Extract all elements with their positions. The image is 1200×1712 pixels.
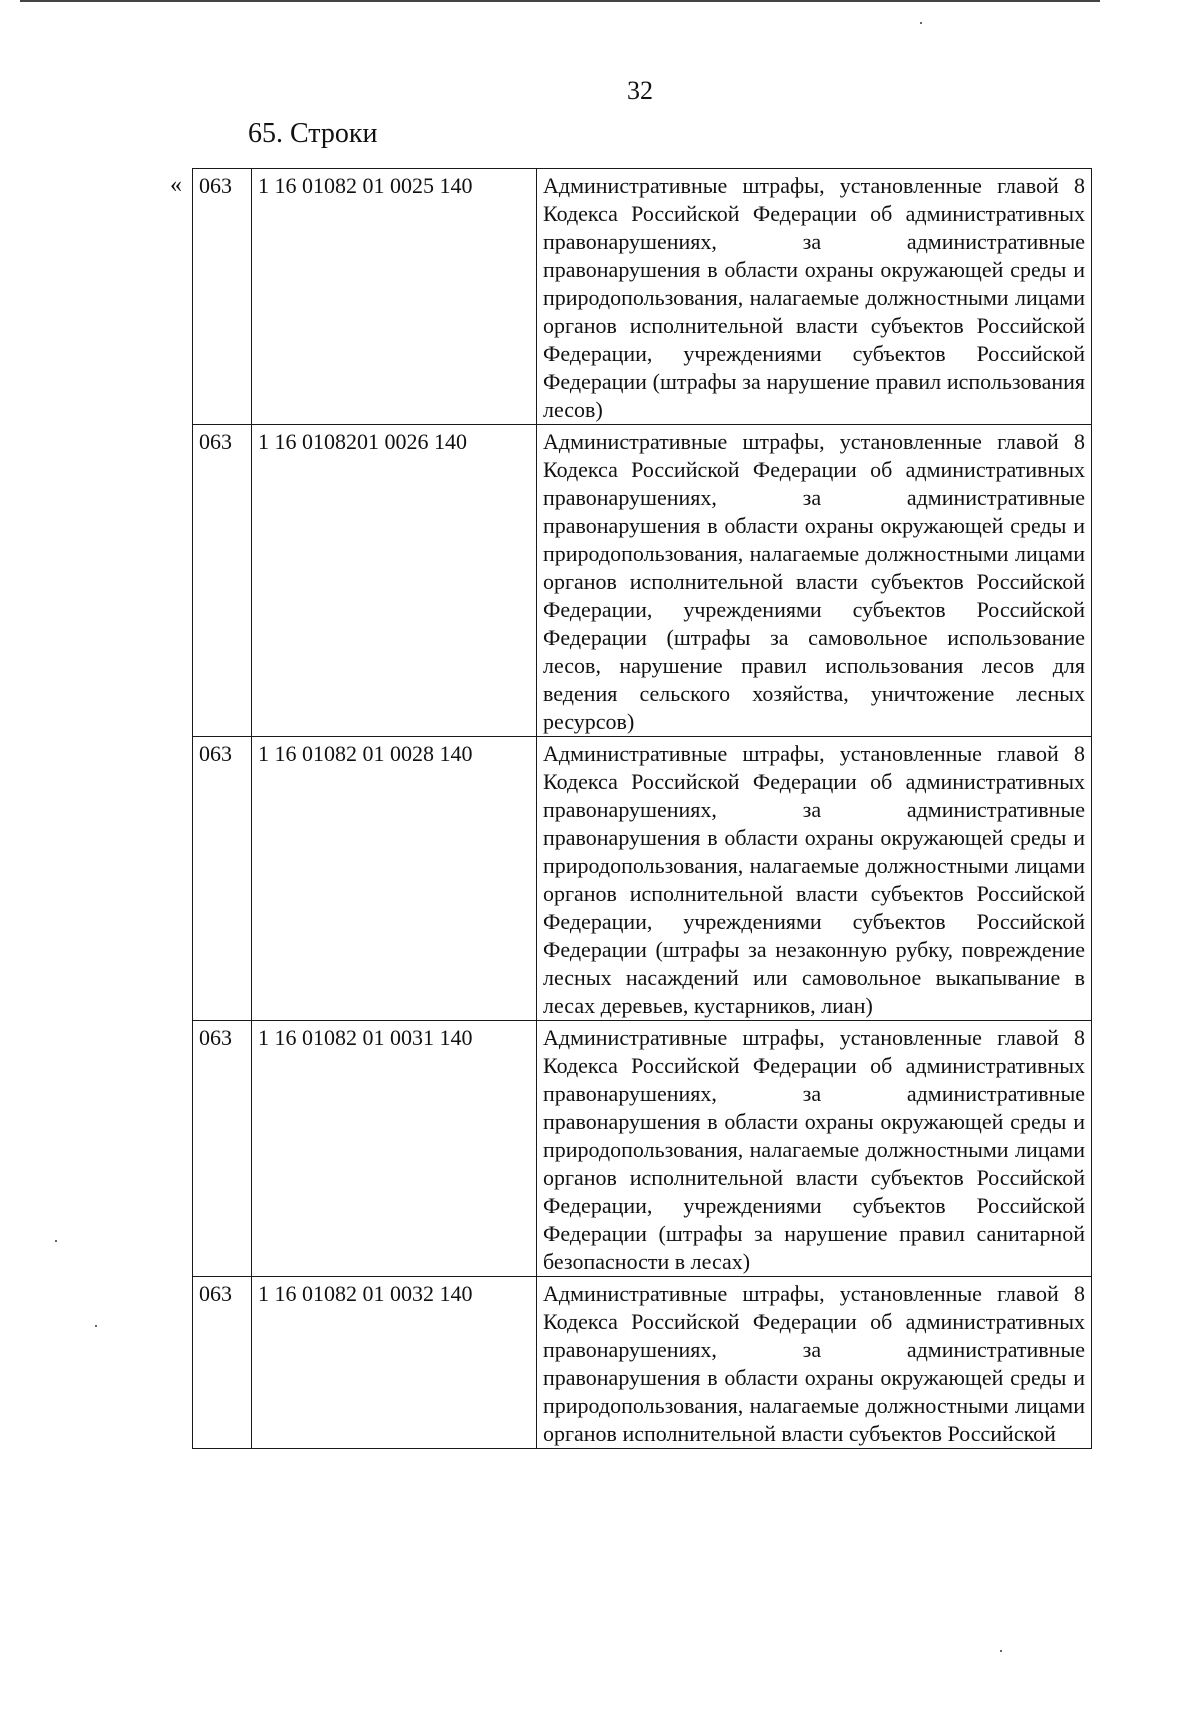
opening-quote-mark: « <box>170 172 182 198</box>
budget-classification-code-cell: 1 16 01082 01 0025 140 <box>252 169 537 425</box>
page-number: 32 <box>627 76 653 105</box>
description-cell: Административные штрафы, установленные главой 8 Кодекса Российской Федерации об административных правонарушениях, за административные правонарушения в области охраны окружающей среды и природопользования, налагаемые должностными лицами органов исполнительной власти субъектов Российской Федерации, учреждениями субъектов Российской Федерации (штрафы за нарушение правил использования лесов) <box>537 169 1092 425</box>
description-cell: Административные штрафы, установленные главой 8 Кодекса Российской Федерации об административных правонарушениях, за административные правонарушения в области охраны окружающей среды и природопользования, налагаемые должностными лицами органов исполнительной власти субъектов Российской Федерации, учреждениями субъектов Российской Федерации (штрафы за незаконную рубку, повреждение лесных насаждений или самовольное выкапывание в лесах деревьев, кустарников, лиан) <box>537 737 1092 1021</box>
budget-classification-code-cell: 1 16 0108201 0026 140 <box>252 425 537 737</box>
table-row <box>193 425 1092 737</box>
budget-codes-table <box>192 168 1092 1449</box>
table-row <box>193 1021 1092 1277</box>
scan-speck <box>920 22 922 24</box>
budget-classification-code-cell: 1 16 01082 01 0028 140 <box>252 737 537 1021</box>
admin-code-cell: 063 <box>193 1277 252 1449</box>
description-cell: Административные штрафы, установленные главой 8 Кодекса Российской Федерации об административных правонарушениях, за административные правонарушения в области охраны окружающей среды и природопользования, налагаемые должностными лицами органов исполнительной власти субъектов Российской <box>537 1277 1092 1449</box>
scan-speck <box>1000 1650 1002 1652</box>
table-row <box>193 737 1092 1021</box>
table-row <box>193 169 1092 425</box>
description-cell: Административные штрафы, установленные главой 8 Кодекса Российской Федерации об административных правонарушениях, за административные правонарушения в области охраны окружающей среды и природопользования, налагаемые должностными лицами органов исполнительной власти субъектов Российской Федерации, учреждениями субъектов Российской Федерации (штрафы за нарушение правил санитарной безопасности в лесах) <box>537 1021 1092 1277</box>
scan-speck <box>95 1325 97 1327</box>
budget-classification-code-cell: 1 16 01082 01 0031 140 <box>252 1021 537 1277</box>
admin-code-cell: 063 <box>193 169 252 425</box>
admin-code-cell: 063 <box>193 425 252 737</box>
table-row <box>193 1277 1092 1449</box>
description-cell: Административные штрафы, установленные главой 8 Кодекса Российской Федерации об административных правонарушениях, за административные правонарушения в области охраны окружающей среды и природопользования, налагаемые должностными лицами органов исполнительной власти субъектов Российской Федерации, учреждениями субъектов Российской Федерации (штрафы за самовольное использование лесов, нарушение правил использования лесов для ведения сельского хозяйства, уничтожение лесных ресурсов) <box>537 425 1092 737</box>
budget-classification-code-cell: 1 16 01082 01 0032 140 <box>252 1277 537 1449</box>
section-heading: 65. Строки <box>248 118 378 149</box>
scan-speck <box>55 1240 57 1242</box>
admin-code-cell: 063 <box>193 1021 252 1277</box>
scan-top-edge <box>20 0 1100 2</box>
admin-code-cell: 063 <box>193 737 252 1021</box>
